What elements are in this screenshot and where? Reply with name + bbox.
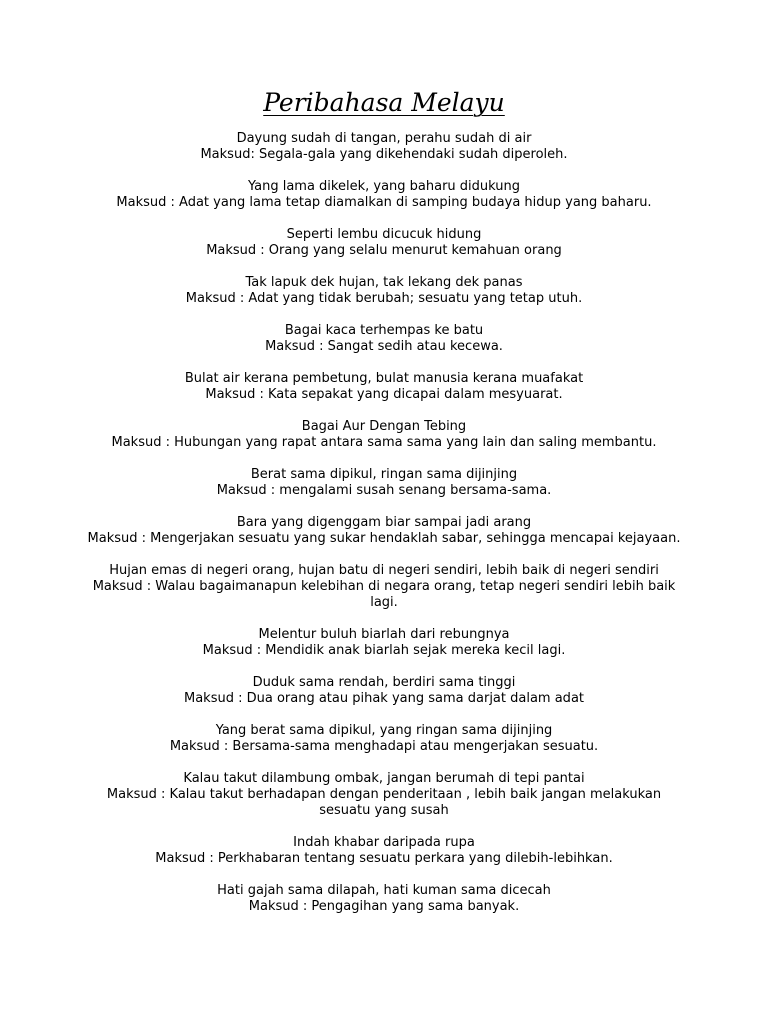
proverb-text: Duduk sama rendah, berdiri sama tinggi: [252, 675, 516, 690]
proverb-meaning: Maksud : Dua orang atau pihak yang sama darjat dalam adat: [183, 691, 585, 706]
proverb-meaning: Maksud : Hubungan yang rapat antara sama sama yang lain dan saling membantu.: [111, 435, 657, 450]
proverb-meaning: Maksud : mengalami susah senang bersama-sama.: [216, 483, 552, 498]
proverb-entry: [84, 627, 684, 659]
proverb-meaning: Maksud : Orang yang selalu menurut kemahuan orang: [206, 243, 562, 258]
document-title: Peribahasa Melayu: [263, 88, 505, 117]
proverb-entry: [84, 275, 684, 307]
proverb-entry: [84, 515, 684, 547]
proverb-text: Seperti lembu dicucuk hidung: [286, 227, 482, 242]
proverb-entry: [84, 563, 684, 611]
proverb-entry: [84, 835, 684, 867]
proverb-entry: [84, 227, 684, 259]
proverb-meaning: Maksud : Pengagihan yang sama banyak.: [248, 899, 520, 914]
proverb-entry: [84, 419, 684, 451]
proverb-meaning: Maksud : Kata sepakat yang dicapai dalam mesyuarat.: [205, 387, 563, 402]
proverb-entry: [84, 323, 684, 355]
proverb-text: Yang berat sama dipikul, yang ringan sama dijinjing: [215, 723, 553, 738]
proverb-meaning: Maksud : Adat yang lama tetap diamalkan di samping budaya hidup yang baharu.: [116, 195, 652, 210]
proverb-text: Yang lama dikelek, yang baharu didukung: [247, 179, 521, 194]
proverb-text: Bagai kaca terhempas ke batu: [284, 323, 484, 338]
proverb-meaning: Maksud : Kalau takut berhadapan dengan penderitaan , lebih baik jangan melakukan sesuatu yang susah: [106, 787, 662, 818]
proverb-text: Melentur buluh biarlah dari rebungnya: [258, 627, 510, 642]
proverb-meaning: Maksud : Walau bagaimanapun kelebihan di negara orang, tetap negeri sendiri lebih baik lagi.: [92, 579, 676, 610]
proverb-entry: [84, 675, 684, 707]
proverb-entry: [84, 371, 684, 403]
proverb-meaning: Maksud : Perkhabaran tentang sesuatu perkara yang dilebih-lebihkan.: [155, 851, 613, 866]
proverb-list: [0, 131, 768, 915]
proverb-meaning: Maksud : Mengerjakan sesuatu yang sukar hendaklah sabar, sehingga mencapai kejayaan.: [87, 531, 681, 546]
proverb-entry: [84, 467, 684, 499]
proverb-entry: [84, 883, 684, 915]
proverb-entry: [84, 723, 684, 755]
proverb-text: Bagai Aur Dengan Tebing: [301, 419, 467, 434]
proverb-meaning: Maksud : Sangat sedih atau kecewa.: [265, 339, 503, 354]
proverb-text: Bulat air kerana pembetung, bulat manusia kerana muafakat: [184, 371, 584, 386]
proverb-text: Dayung sudah di tangan, perahu sudah di air: [236, 131, 532, 146]
proverb-meaning: Maksud: Segala-gala yang dikehendaki sudah diperoleh.: [200, 147, 568, 162]
proverb-meaning: Maksud : Mendidik anak biarlah sejak mereka kecil lagi.: [202, 643, 566, 658]
proverb-meaning: Maksud : Adat yang tidak berubah; sesuatu yang tetap utuh.: [185, 291, 583, 306]
proverb-entry: [84, 771, 684, 819]
proverb-entry: [84, 179, 684, 211]
proverb-text: Tak lapuk dek hujan, tak lekang dek panas: [245, 275, 523, 290]
proverb-meaning: Maksud : Bersama-sama menghadapi atau mengerjakan sesuatu.: [169, 739, 599, 754]
proverb-text: Bara yang digenggam biar sampai jadi arang: [236, 515, 532, 530]
proverb-text: Indah khabar daripada rupa: [293, 835, 475, 850]
proverb-text: Hujan emas di negeri orang, hujan batu di negeri sendiri, lebih baik di negeri sendiri: [109, 563, 659, 578]
proverb-text: Hati gajah sama dilapah, hati kuman sama dicecah: [217, 883, 551, 898]
proverb-text: Kalau takut dilambung ombak, jangan berumah di tepi pantai: [183, 771, 585, 786]
proverb-entry: [84, 131, 684, 163]
proverb-text: Berat sama dipikul, ringan sama dijinjing: [250, 467, 518, 482]
